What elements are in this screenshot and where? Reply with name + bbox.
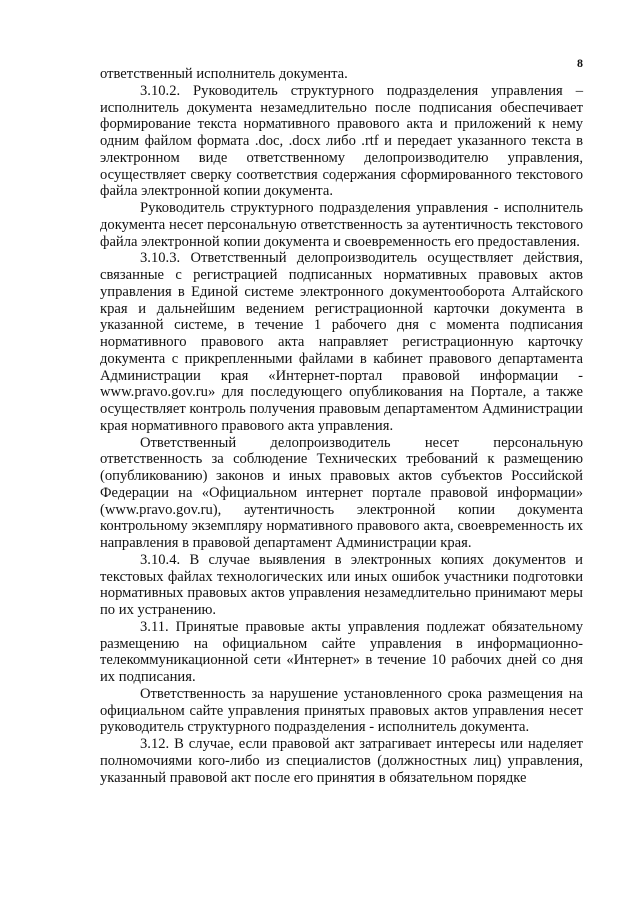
paragraph-3-10-4: 3.10.4. В случае выявления в электронных копиях документов и текстовых файлах технологических или иных ошибок участники подготовки нормативных правовых актов управления незамедлительно принимают меры по их устранению. — [100, 551, 583, 618]
paragraph-clerk-responsibility: Ответственный делопроизводитель несет персональную ответственность за соблюдение Технических требований к размещению (опубликованию) законов и иных правовых актов субъектов Российской Федерации на «Официальном интернет портале правовой информации» (www.pravo.gov.ru), аутентичность электронной копии документа контрольному экземпляру нормативного правового акта, своевременность их направления в правовой департамент Администрации края. — [100, 434, 583, 551]
paragraph-3-10-2: 3.10.2. Руководитель структурного подразделения управления – исполнитель документа незамедлительно после подписания обеспечивает формирование текста нормативного правового акта и приложений к нему одним файлом формата .doc, .docx либо .rtf и передает указанного текста в электронном виде ответственному делопроизводителю управления, осуществляет сверку соответствия содержания сформированного текстового файла электронной копии документа. — [100, 82, 583, 200]
paragraph-3-11: 3.11. Принятые правовые акты управления подлежат обязательному размещению на официальном сайте управления в информационно-телекоммуникационной сети «Интернет» в течение 10 рабочих дней со дня их подписания. — [100, 618, 583, 685]
paragraph-3-12: 3.12. В случае, если правовой акт затрагивает интересы или наделяет полномочиями кого-либо из специалистов (должностных лиц) управления, указанный правовой акт после его принятия в обязательном порядке — [100, 736, 583, 786]
document-body — [100, 66, 583, 786]
paragraph-head-responsibility: Руководитель структурного подразделения управления - исполнитель документа несет персональную ответственность за аутентичность текстового файла электронной копии документа и своевременность его предоставления. — [100, 200, 583, 250]
paragraph-continuation: ответственный исполнитель документа. — [100, 66, 348, 82]
paragraph-3-10-3: 3.10.3. Ответственный делопроизводитель осуществляет действия, связанные с регистрацией подписанных нормативных правовых актов управления в Единой системе электронного документооборота Алтайского края и дальнейшим ведением регистрационной карточки документа в указанной системе, в течение 1 рабочего дня с момента подписания нормативного правового акта направляет регистрационную карточку документа с прикрепленными файлами в кабинет правового департамента Администрации края «Интернет-портал правовой информации - www.pravo.gov.ru» для последующего опубликования на Портале, а также осуществляет контроль получения правовым департаментом Администрации края нормативного правового акта управления. — [100, 250, 583, 434]
paragraph-publication-responsibility: Ответственность за нарушение установленного срока размещения на официальном сайте управления принятых правовых актов управления несет руководитель структурного подразделения - исполнитель документа. — [100, 685, 583, 736]
page-number: 8 — [577, 56, 583, 70]
